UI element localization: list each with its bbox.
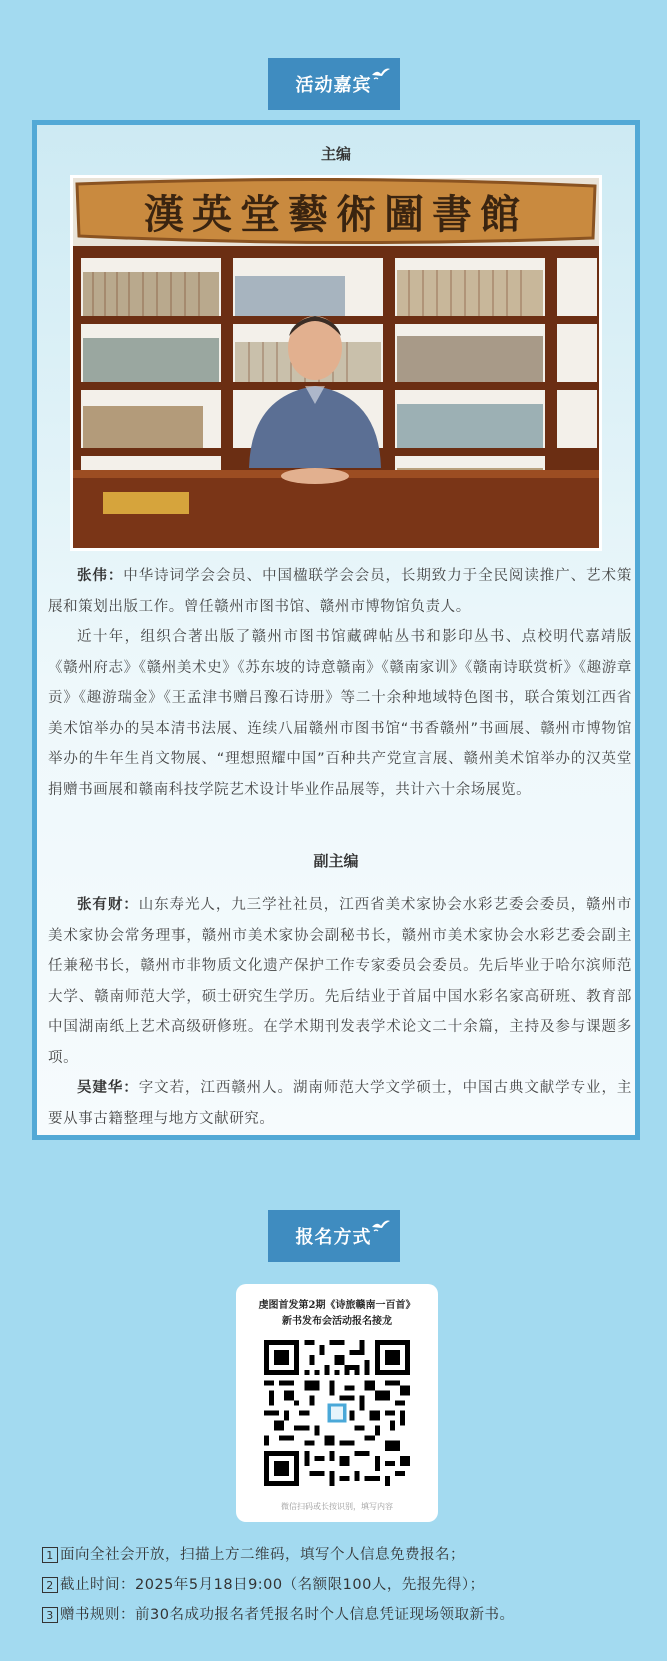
note-text-3: 赠书规则：前30名成功报名者凭报名时个人信息凭证现场领取新书。	[60, 1607, 515, 1623]
library-sign-text: 漢英堂藝術圖書館	[144, 191, 528, 238]
section-badge-signup	[268, 1210, 400, 1262]
deputy-name-2: 吴建华：	[77, 1080, 139, 1096]
chief-bio-paragraph-2: 近十年，组织合著出版了赣州市图书馆藏碑帖丛书和影印丛书、点校明代嘉靖版《赣州府志》《赣州美术史》《苏东坡的诗意赣南》《赣南家训》《赣南诗联赏析》《趣游章贡》《趣游瑞金》《王孟津书赠吕豫石诗册》等二十余种地域特色图书，联合策划江西省美术馆举办的吴本清书法展、连续八届赣州市图书馆“书香赣州”书画展、赣州市博物馆举办的牛年生肖文物展、“理想照耀中国”百种共产党宣言展、赣州美术馆举办的汉英堂捐赠书画展和赣南科技学院艺术设计毕业作品展等，共计六十余场展览。	[48, 629, 632, 798]
deputy-bio-paragraph-2: 吴建华：字文若，江西赣州人。湖南师范大学文学硕士，中国古典文献学专业，主要从事古籍整理与地方文献研究。	[48, 1080, 632, 1127]
note-number-1: 1	[42, 1547, 58, 1563]
note-number-2: 2	[42, 1577, 58, 1593]
signup-notes	[42, 1540, 642, 1630]
qr-caption: 虔图首发第2期《诗旅赣南一百首》 新书发布会活动报名接龙	[258, 1300, 416, 1327]
note-row-1	[42, 1540, 642, 1570]
chief-editor-photo	[70, 175, 602, 551]
bird-icon	[370, 1217, 392, 1233]
note-row-2	[42, 1570, 642, 1600]
note-text-1: 面向全社会开放，扫描上方二维码，填写个人信息免费报名；	[60, 1547, 465, 1563]
guests-card	[32, 120, 640, 1140]
signup-qr-card[interactable]	[236, 1284, 438, 1522]
section-title: 活动嘉宾	[295, 75, 372, 96]
section-badge-guests	[268, 58, 400, 110]
note-row-3	[42, 1600, 642, 1630]
role-title-chief: 主编	[320, 145, 351, 163]
qr-hint-text: 微信扫码或长按识别，填写内容	[281, 1502, 393, 1511]
deputy-name-1: 张有财：	[77, 897, 139, 913]
section-title: 报名方式	[295, 1227, 372, 1248]
note-text-2: 截止时间：2025年5月18日9:00（名额限100人，先报先得）；	[60, 1577, 485, 1593]
bird-icon	[370, 65, 392, 81]
chief-editor-bio	[48, 561, 632, 805]
library-photo-illustration	[73, 178, 599, 548]
chief-bio-paragraph-1: 张伟：中华诗词学会会员、中国楹联学会会员，长期致力于全民阅读推广、艺术策展和策划出版工作。曾任赣州市图书馆、赣州市博物馆负责人。	[48, 568, 632, 615]
deputy-bio-paragraph-1: 张有财：山东寿光人，九三学社社员，江西省美术家协会水彩艺委会委员，赣州市美术家协会常务理事，赣州市美术家协会副秘书长，赣州市美术家协会水彩艺委会副主任兼秘书长，赣州市非物质文化遗产保护工作专家委员会委员。先后毕业于哈尔滨师范大学、赣南师范大学，硕士研究生学历。先后结业于首届中国水彩名家高研班、教育部中国湖南纸上艺术高级研修班。在学术期刊发表学术论文二十余篇，主持及参与课题多项。	[48, 897, 632, 1066]
chief-name: 张伟：	[77, 568, 124, 584]
note-number-3: 3	[42, 1607, 58, 1623]
deputy-editors-bio	[48, 890, 632, 1134]
qr-code-icon[interactable]	[264, 1340, 410, 1486]
role-title-deputy: 副主编	[313, 852, 359, 870]
